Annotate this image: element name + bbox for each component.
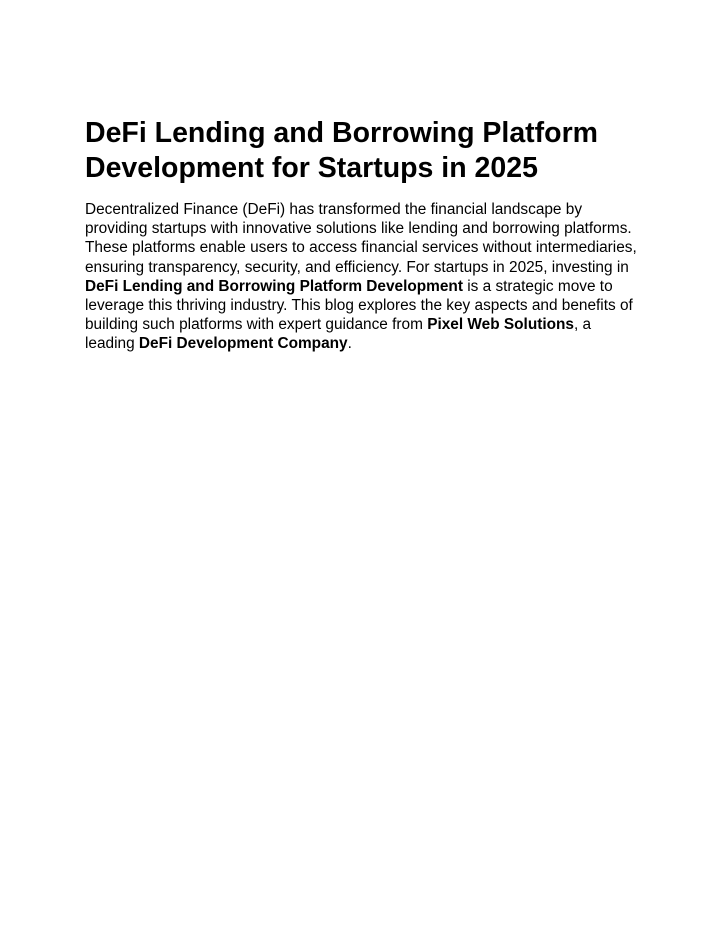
document-content — [85, 116, 645, 354]
intro-text-4: . — [347, 335, 352, 353]
intro-bold-development-company: DeFi Development Company — [138, 335, 348, 353]
page-title — [85, 116, 645, 186]
intro-text-2: is a strategic move to leverage this thriving industry. This blog explores the key aspects and benefits of building such platforms with expert guidance from — [85, 277, 633, 334]
intro-text-3: , a leading — [85, 316, 592, 353]
intro-text-1: Decentralized Finance (DeFi) has transformed the financial landscape by providing startups with innovative solutions like lending and borrowing platforms. These platforms enable users to access financial services without intermediaries, ensuring transparency, security, and efficiency. For startups in 2025, investing in — [85, 201, 637, 276]
intro-bold-platform-development: DeFi Lending and Borrowing Platform Development — [85, 277, 463, 295]
intro-paragraph — [85, 200, 645, 354]
title-line-1: DeFi Lending and Borrowing Platform — [85, 117, 598, 149]
title-line-2: Development for Startups in 2025 — [85, 152, 538, 184]
intro-bold-company-name: Pixel Web Solutions — [427, 316, 574, 334]
